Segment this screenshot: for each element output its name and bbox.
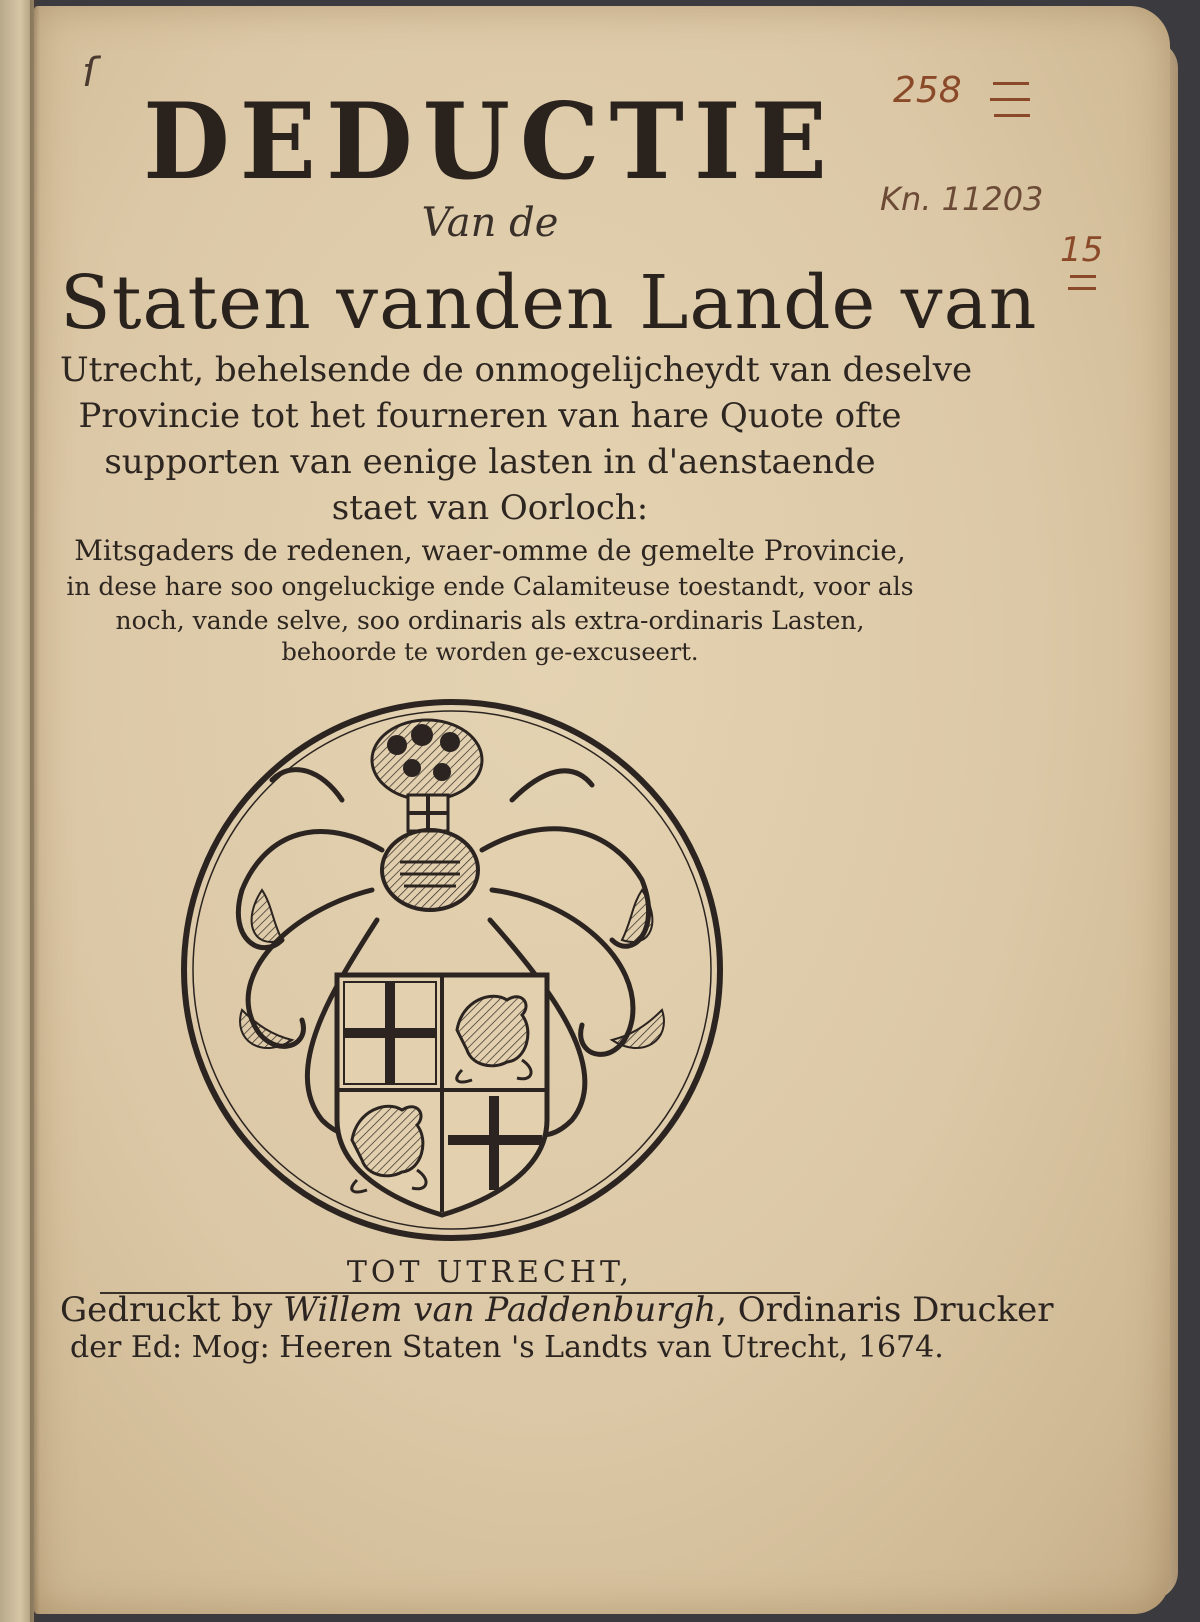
shelf-mark-stroke — [990, 98, 1030, 101]
document-title: DEDUCTIE — [143, 79, 837, 203]
document-heading: Staten vanden Lande van — [60, 260, 1038, 346]
shelf-mark-stroke — [994, 114, 1030, 117]
secondary-line: noch, vande selve, soo ordinaris als extra-ordinaris Lasten, — [115, 606, 865, 635]
shield — [337, 975, 547, 1215]
secondary-line: behoorde te worden ge-excuseert. — [281, 638, 699, 666]
shelf-mark: 258 — [893, 70, 962, 111]
folio-stroke — [1068, 287, 1096, 290]
secondary-line: Mitsgaders de redenen, waer-omme de gemelte Provincie, — [74, 534, 906, 567]
imprint-text: Gedruckt by — [60, 1290, 273, 1330]
imprint-line-1 — [60, 1290, 1054, 1330]
body-line: staet van Oorloch: — [331, 488, 649, 528]
catalogue-number: Kn. 11203 — [880, 180, 1044, 218]
imprint-line-2: der Ed: Mog: Heeren Staten 's Landts van Utrecht, 1674. — [70, 1330, 944, 1365]
secondary-line: in dese hare soo ongeluckige ende Calamiteuse toestandt, voor als — [66, 572, 914, 601]
printer-name: Willem van Paddenburgh — [283, 1290, 717, 1330]
body-line: Provincie tot het fourneren van hare Quote ofte — [78, 396, 902, 436]
body-line: Utrecht, behelsende de onmogelijcheydt van deselve — [60, 350, 973, 390]
body-line: supporten van eenige lasten in d'aenstaende — [104, 442, 876, 482]
book-binding — [0, 0, 34, 1622]
helmet — [382, 830, 478, 910]
spine-shadow — [30, 0, 40, 1622]
document-subtitle: Van de — [421, 200, 559, 246]
crest — [372, 720, 482, 831]
coat-of-arms-emblem — [172, 690, 732, 1250]
imprint-city: TOT UTRECHT, — [346, 1255, 634, 1290]
folio-number: 15 — [1060, 230, 1104, 270]
shelf-mark-stroke — [993, 82, 1029, 85]
corner-mark: ſ — [82, 50, 97, 96]
folio-stroke — [1070, 275, 1096, 278]
imprint-text: , Ordinaris Drucker — [716, 1290, 1054, 1330]
